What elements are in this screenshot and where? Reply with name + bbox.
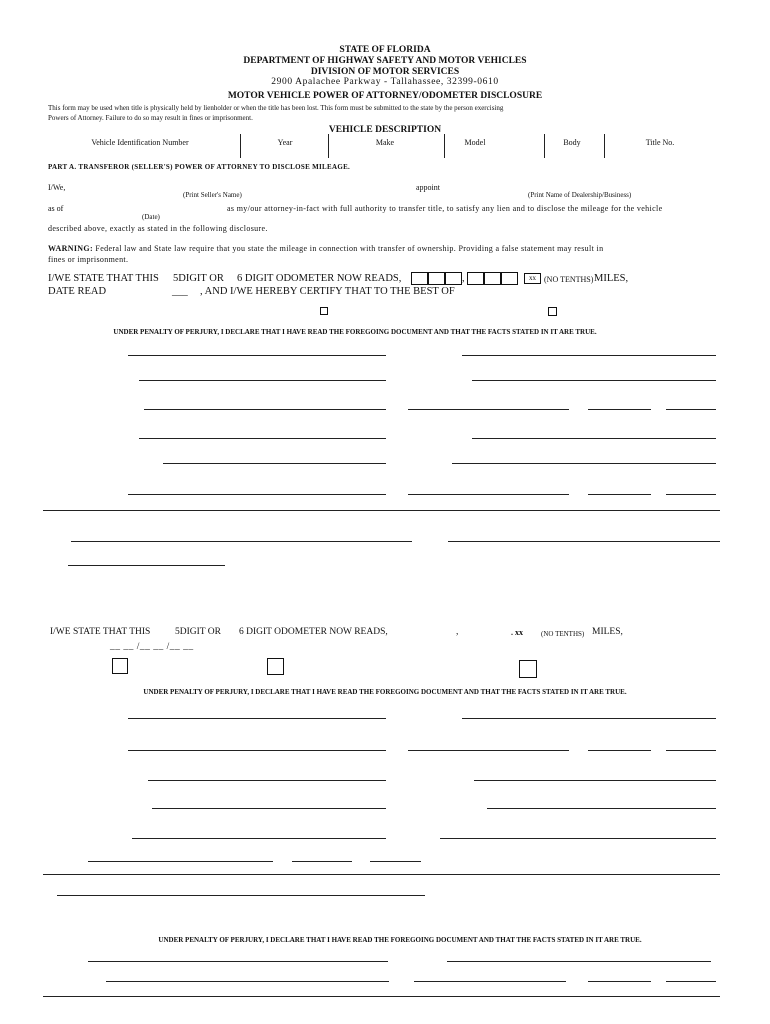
odo2-date-blank: __ __ /__ __ /__ __ <box>110 642 194 652</box>
signature-line[interactable] <box>163 463 386 464</box>
vehicle-description-heading: VEHICLE DESCRIPTION <box>328 125 442 135</box>
checkbox[interactable] <box>320 307 328 315</box>
header-division: DIVISION OF MOTOR SERVICES <box>310 67 460 77</box>
perjury-statement-2: UNDER PENALTY OF PERJURY, I DECLARE THAT I HAVE READ THE FOREGOING DOCUMENT AND THAT THE FACTS STATED IN IT ARE TRUE. <box>143 688 627 696</box>
odo2-comma: , <box>456 627 459 637</box>
col-make: Make <box>375 138 395 147</box>
col-year: Year <box>277 138 293 147</box>
date-label: (Date) <box>142 213 160 221</box>
signature-line[interactable] <box>666 750 716 751</box>
warning-line-2: fines or imprisonment. <box>48 255 129 264</box>
header-state: STATE OF FLORIDA <box>339 45 431 55</box>
perjury-statement-3: UNDER PENALTY OF PERJURY, I DECLARE THAT I HAVE READ THE FOREGOING DOCUMENT AND THAT THE FACTS STATED IN IT ARE TRUE. <box>158 936 642 944</box>
attorney-text: as my/our attorney-in-fact with full authority to transfer title, to satisfy any lien and to disclose the mileage for the vehicle <box>227 204 663 213</box>
odo1-tenths-box: xx <box>524 273 541 284</box>
header-department: DEPARTMENT OF HIGHWAY SAFETY AND MOTOR VEHICLES <box>243 56 527 66</box>
odometer-digit-box[interactable] <box>501 272 518 285</box>
odometer-digit-box[interactable] <box>445 272 462 285</box>
signature-line[interactable] <box>588 409 651 410</box>
signature-line[interactable] <box>144 409 386 410</box>
header-address: 2900 Apalachee Parkway - Tallahassee, 32399-0610 <box>271 77 499 87</box>
section-divider <box>43 510 720 511</box>
col-divider <box>604 134 605 158</box>
checkbox[interactable] <box>548 307 557 316</box>
odometer-digit-box[interactable] <box>428 272 445 285</box>
section-divider <box>43 874 720 875</box>
signature-line[interactable] <box>302 961 388 962</box>
signature-line[interactable] <box>462 718 716 719</box>
signature-line[interactable] <box>370 861 421 862</box>
checkbox[interactable] <box>112 658 128 674</box>
described-text: described above, exactly as stated in the following disclosure. <box>48 224 268 233</box>
odo1-miles: MILES, <box>594 273 629 284</box>
signature-line[interactable] <box>474 780 716 781</box>
warning-text: Federal law and State law require that you state the mileage in connection with transfer of ownership. Providing a false statement may result in <box>95 244 604 253</box>
col-divider <box>544 134 545 158</box>
odo2-tenths: . xx <box>511 628 523 637</box>
signature-line[interactable] <box>106 981 389 982</box>
signature-line[interactable] <box>588 981 651 982</box>
odo1-six-digit: 6 DIGIT ODOMETER NOW READS, <box>237 273 402 284</box>
signature-line[interactable] <box>71 541 412 542</box>
signature-line[interactable] <box>152 808 386 809</box>
signature-line[interactable] <box>139 438 386 439</box>
signature-line[interactable] <box>462 355 716 356</box>
signature-line[interactable] <box>68 565 225 566</box>
intro-line-2: Powers of Attorney. Failure to do so may result in fines or imprisonment. <box>48 114 253 122</box>
print-seller-label: (Print Seller's Name) <box>183 191 242 199</box>
signature-line[interactable] <box>487 808 716 809</box>
section-divider <box>43 996 720 997</box>
part-a-heading: PART A. TRANSFEROR (SELLER'S) POWER OF ATTORNEY TO DISCLOSE MILEAGE. <box>48 163 351 171</box>
odometer-digit-box[interactable] <box>467 272 484 285</box>
signature-line[interactable] <box>588 494 651 495</box>
signature-line[interactable] <box>440 838 716 839</box>
checkbox[interactable] <box>267 658 284 675</box>
as-of-label: as of <box>48 204 64 213</box>
signature-line[interactable] <box>128 355 386 356</box>
signature-line[interactable] <box>666 981 716 982</box>
signature-line[interactable] <box>132 838 386 839</box>
appoint-label: appoint <box>416 183 440 192</box>
signature-line[interactable] <box>88 961 308 962</box>
iwe-label: I/We, <box>48 183 66 192</box>
odometer-digit-box[interactable] <box>484 272 501 285</box>
col-divider <box>328 134 329 158</box>
signature-line[interactable] <box>408 494 569 495</box>
signature-line[interactable] <box>666 409 716 410</box>
odo2-no-tenths: (NO TENTHS) <box>541 630 585 638</box>
odometer-digit-box[interactable] <box>411 272 428 285</box>
signature-line[interactable] <box>88 861 273 862</box>
odo1-date-blank: ___ <box>172 286 188 297</box>
print-dealer-label: (Print Name of Dealership/Business) <box>528 191 632 199</box>
signature-line[interactable] <box>666 494 716 495</box>
col-body: Body <box>563 138 581 147</box>
signature-line[interactable] <box>148 780 386 781</box>
warning-line-1 <box>48 244 603 253</box>
odo1-certify: , AND I/WE HEREBY CERTIFY THAT TO THE BEST OF <box>200 286 455 297</box>
odo2-six-digit: 6 DIGIT ODOMETER NOW READS, <box>239 627 388 637</box>
checkbox[interactable] <box>519 660 537 678</box>
signature-line[interactable] <box>472 380 716 381</box>
odo1-five-digit: 5DIGIT OR <box>173 273 224 284</box>
col-vin: Vehicle Identification Number <box>91 138 189 147</box>
odo1-no-tenths: (NO TENTHS) <box>544 275 594 284</box>
signature-line[interactable] <box>139 380 386 381</box>
intro-line-1: This form may be used when title is physically held by lienholder or when the title has been lost. This form must be submitted to the state by the person exercising <box>48 104 504 112</box>
signature-line[interactable] <box>128 718 386 719</box>
odo1-date-read: DATE READ <box>48 286 107 297</box>
signature-line[interactable] <box>452 463 716 464</box>
signature-line[interactable] <box>448 541 720 542</box>
signature-line[interactable] <box>472 438 716 439</box>
signature-line[interactable] <box>408 750 569 751</box>
col-divider <box>240 134 241 158</box>
signature-line[interactable] <box>414 981 566 982</box>
signature-line[interactable] <box>57 895 425 896</box>
signature-line[interactable] <box>128 750 386 751</box>
odo1-i-state: I/WE STATE THAT THIS <box>48 273 159 284</box>
signature-line[interactable] <box>292 861 352 862</box>
odo2-five-digit: 5DIGIT OR <box>175 627 222 637</box>
perjury-statement-1: UNDER PENALTY OF PERJURY, I DECLARE THAT I HAVE READ THE FOREGOING DOCUMENT AND THAT THE FACTS STATED IN IT ARE TRUE. <box>113 328 597 336</box>
signature-line[interactable] <box>408 409 569 410</box>
odo1-comma: , <box>462 273 465 284</box>
signature-line[interactable] <box>128 494 386 495</box>
warning-label: WARNING: <box>48 244 94 253</box>
col-divider <box>444 134 445 158</box>
col-title-no: Title No. <box>645 138 675 147</box>
odo2-miles: MILES, <box>592 627 623 637</box>
form-title: MOTOR VEHICLE POWER OF ATTORNEY/ODOMETER DISCLOSURE <box>227 91 543 101</box>
odo2-i-state: I/WE STATE THAT THIS <box>50 627 151 637</box>
col-model: Model <box>464 138 486 147</box>
signature-line[interactable] <box>447 961 711 962</box>
signature-line[interactable] <box>588 750 651 751</box>
